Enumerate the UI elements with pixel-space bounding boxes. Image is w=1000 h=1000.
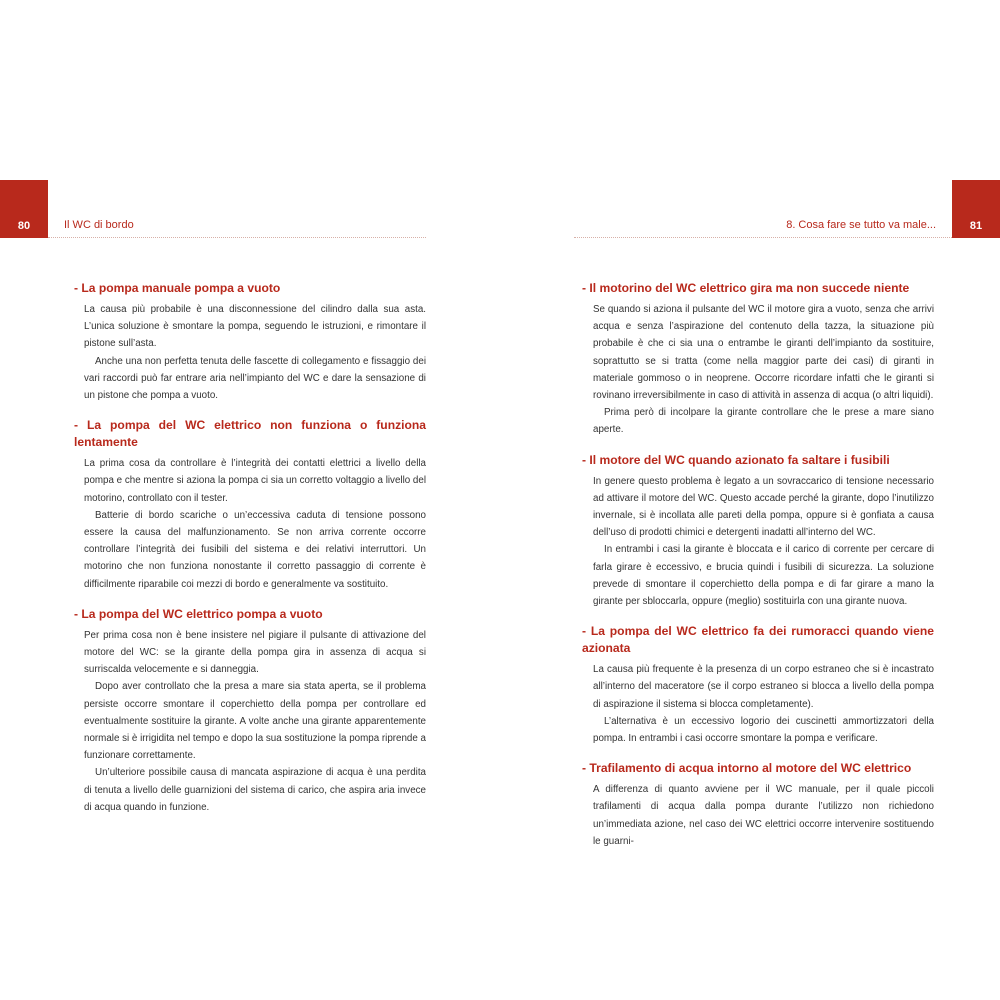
section-heading: - La pompa del WC elettrico pompa a vuoto — [74, 606, 323, 621]
section-noisy-pump — [582, 623, 934, 747]
section-heading: - La pompa del WC elettrico non funziona o funziona lentamente — [74, 418, 426, 450]
section-blows-fuses — [582, 452, 934, 611]
section-water-leak — [582, 760, 934, 850]
paragraph: La causa più probabile è una disconnessione del cilindro dalla sua asta. L’unica soluzione è smontare la pompa, seguendo le istruzioni, e rimontare il pistone sull’asta. — [84, 304, 426, 350]
paragraph: Un’ulteriore possibile causa di mancata aspirazione di acqua è una perdita di tenuta a livello delle guarnizioni del sistema di carico, che aspira aria invece di acqua quando in funzione. — [84, 767, 426, 813]
paragraph: Dopo aver controllato che la presa a mare sia stata aperta, se il problema persiste occorre smontare il coperchietto della pompa per controllare ed eventualmente sostituire la girante. A volte anche una girante apparentemente normale si è irrigidita nel tempo e dopo la sua sostituzione la pompa riprende a funzionare correttamente. — [84, 681, 426, 762]
header-rule-left — [48, 237, 426, 238]
header-rule-right — [574, 237, 952, 238]
running-head-right: 8. Cosa fare se tutto va male... — [786, 219, 936, 231]
page-number-left: 80 — [17, 220, 31, 232]
page-number-tab-right — [952, 180, 1000, 238]
running-head-left: Il WC di bordo — [64, 219, 134, 231]
left-page-body — [74, 280, 426, 829]
page-number-tab-left — [0, 180, 48, 238]
section-heading: - Il motore del WC quando azionato fa saltare i fusibili — [582, 452, 890, 467]
paragraph: Se quando si aziona il pulsante del WC il motore gira a vuoto, senza che arrivi acqua e senza l’aspirazione del contenuto della tazza, la situazione più probabile è che ci sia una o entrambe le giranti dell’impianto da sostituire, soprattutto se si tratta (come nella maggior parte dei casi) di giranti in materiale gommoso o in neoprene. Occorre ricordare infatti che le giranti si rovinano irreversibilmente in caso di attività in assenza di acqua (o altri liquidi). — [593, 304, 934, 402]
section-motor-spins — [582, 280, 934, 439]
section-electric-pump-not-working — [74, 417, 426, 593]
page-number-right: 81 — [969, 220, 983, 232]
paragraph: Per prima cosa non è bene insistere nel pigiare il pulsante di attivazione del motore del WC: se la girante della pompa gira in assenza di acqua si surriscalda velocemente e si danneggia. — [84, 629, 426, 676]
section-manual-pump — [74, 280, 426, 404]
paragraph: La causa più frequente è la presenza di un corpo estraneo che si è incastrato all’interno del maceratore (se il corpo estraneo si blocca a livello della pompa di aspirazione il sistema si blocca completamente). — [593, 664, 934, 710]
paragraph: Prima però di incolpare la girante controllare che le prese a mare siano aperte. — [593, 407, 934, 436]
paragraph: L’alternativa è un eccessivo logorio dei cuscinetti ammortizzatori della pompa. In entrambi i casi occorre smontare la pompa e verificare. — [593, 715, 934, 745]
section-electric-pump-empty — [74, 606, 426, 816]
section-heading: - La pompa manuale pompa a vuoto — [74, 281, 281, 295]
paragraph: In genere questo problema è legato a un sovraccarico di tensione necessario ad attivare il motore del WC. Questo accade perché la girante, dopo l’inutilizzo invernale, si è incollata alle pareti della pompa, oppure si è gonfiata a causa dell’uso di prodotti chimici e detergenti inadatti all’interno del WC. — [593, 475, 934, 539]
paragraph: Anche una non perfetta tenuta delle fascette di collegamento e fissaggio dei vari raccordi può far entrare aria nell’impianto del WC e dare la sensazione di un pistone che pompa a vuoto. — [84, 355, 426, 402]
paragraph: Batterie di bordo scariche o un’eccessiva caduta di tensione possono essere la causa del malfunzionamento. Se non arriva corrente occorre controllare l’integrità dei fusibili del sistema e dei relativi interruttori. Un motorino che non funziona nonostante il corretto passaggio di corrente è difficilmente riparabile coi mezzi di bordo e generalmente va sostituito. — [84, 509, 426, 590]
paragraph: In entrambi i casi la girante è bloccata e il carico di corrente per cercare di farla girare è eccessivo, e brucia quindi i fusibili di sicurezza. La soluzione prevede di smontare il coperchietto della pompa e di far girare a mano la girante per sbloccarla, oppure (meglio) sostituirla con una girante nuova. — [593, 544, 934, 608]
paragraph: La prima cosa da controllare è l’integrità dei contatti elettrici a livello della pompa e che mentre si aziona la pompa ci sia un corretto voltaggio a livello del motorino, controllato con il tester. — [84, 458, 426, 504]
section-heading: - Trafilamento di acqua intorno al motore del WC elettrico — [582, 761, 912, 776]
section-heading: - Il motorino del WC elettrico gira ma non succede niente — [582, 281, 910, 295]
right-page-body — [582, 280, 934, 863]
section-heading: - La pompa del WC elettrico fa dei rumoracci quando viene azionata — [582, 624, 934, 656]
paragraph: A differenza di quanto avviene per il WC manuale, per il quale piccoli trafilamenti di acqua dalla pompa durante l’utilizzo non richiedono un’immediata azione, nel caso dei WC elettrici occorre intervenire sostituendo le guarni- — [593, 784, 934, 847]
